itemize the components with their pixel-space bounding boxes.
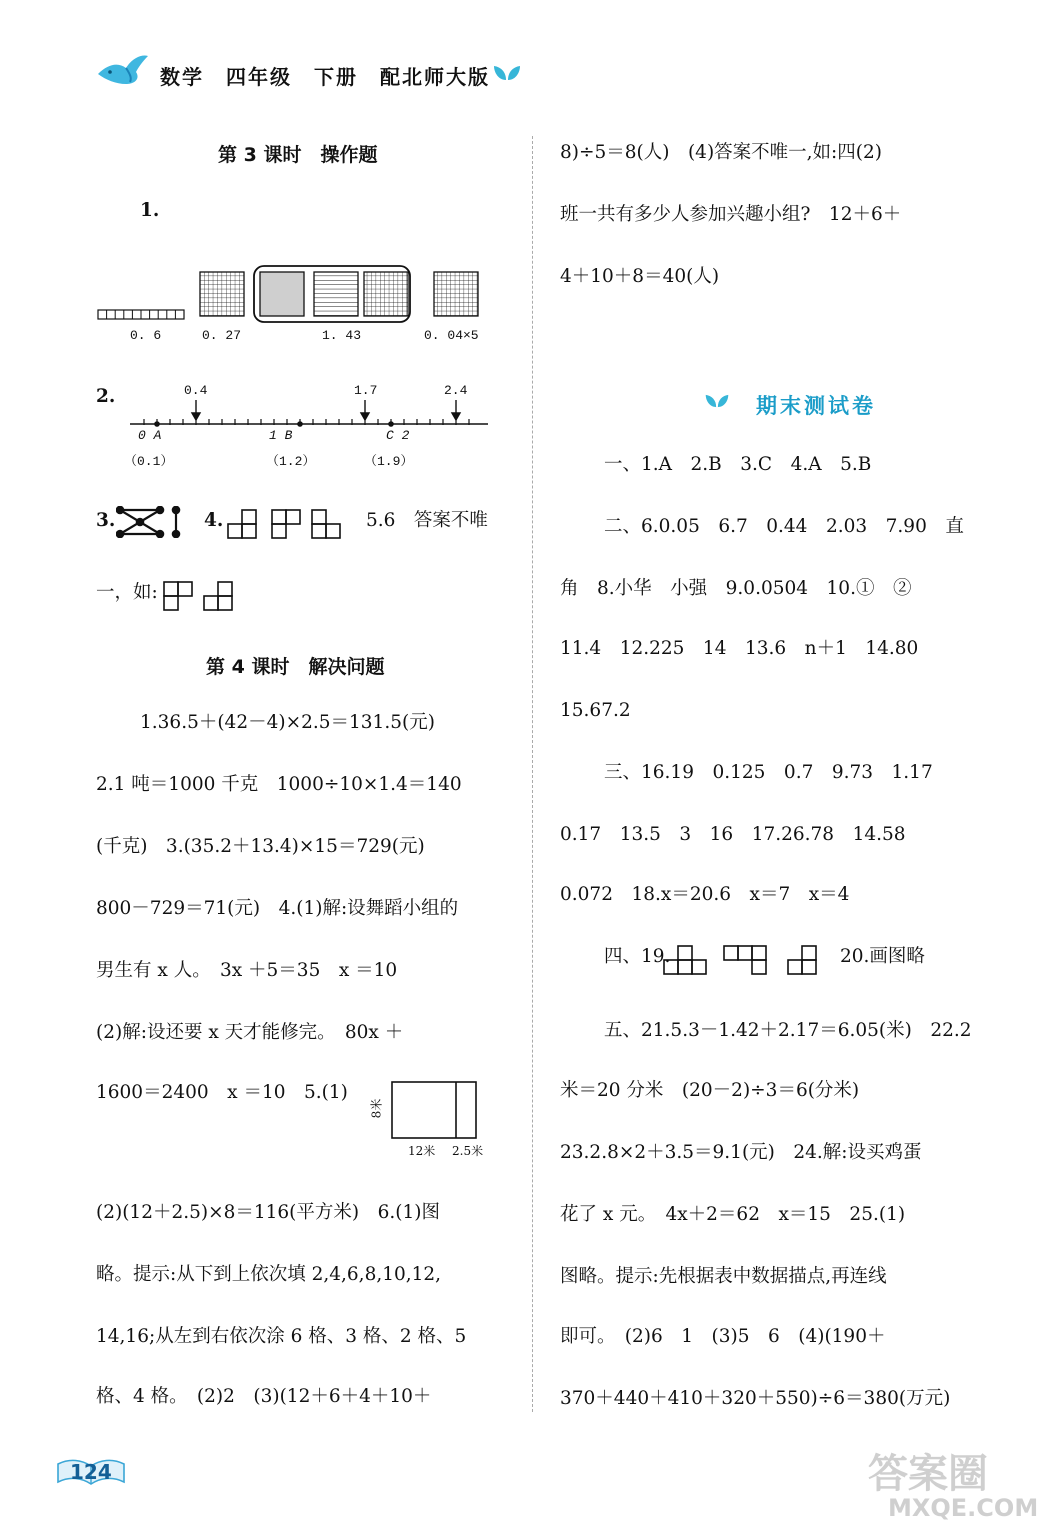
watermark-url: MXQE.COM [888,1494,1039,1522]
answer-line: 4＋10＋8＝40(人) [560,266,720,287]
q5-text: 5.6 答案不唯 [366,510,488,531]
answer-line: 略。提示:从下到上依次填 2,4,6,8,10,12, [96,1264,442,1285]
answer-line: 1600＝2400 x ＝10 5.(1) [96,1082,348,1103]
number-line [126,398,492,430]
answer-line: (2)解:设还要 x 天才能修完。 80x ＋ [96,1022,404,1043]
exam-title: 期末测试卷 [756,394,876,418]
answer-line: 0.17 13.5 3 16 17.26.78 14.58 [560,824,906,845]
strip-figure [98,310,184,319]
lesson3-title: 第 3 课时 操作题 [218,144,378,166]
rect-height-label: 8米 [369,1098,384,1119]
q1-label: 1. [140,200,160,221]
numline-value: （1.9） [364,454,414,469]
answer-line: 班一共有多少人参加兴趣小组? 12＋6＋ [560,204,902,225]
answer-line: 23.2.8×2＋3.5＝9.1(元) 24.解:设买鸡蛋 [560,1142,922,1163]
answer-line: 1.36.5＋(42－4)×2.5＝131.5(元) [140,712,435,733]
fig-label: 0. 6 [130,328,162,343]
cube-views-figure [224,508,350,540]
answer-line: 米＝20 分米 (20－2)÷3＝6(分米) [560,1080,860,1101]
q19-label: 四、19. [604,946,671,967]
answer-line: 15.67.2 [560,700,631,721]
answer-line: 格、4 格。 (2)2 (3)(12＋6＋4＋10＋ [96,1386,432,1407]
answer-line: 0.072 18.x＝20.6 x＝7 x＝4 [560,884,850,905]
rectangle-figure [390,1080,480,1142]
answer-line: 二、6.0.05 6.7 0.44 2.03 7.90 直 [604,516,964,537]
decimal-grid-figures [94,236,494,332]
numline-top-label: 1.7 [354,383,378,398]
numline-point-label: C 2 [386,428,410,443]
answer-line: 2.1 吨＝1000 千克 1000÷10×1.4＝140 [96,774,462,795]
numline-top-label: 0.4 [184,383,208,398]
answer-line: 8)÷5＝8(人) (4)答案不唯一,如:四(2) [560,142,882,163]
grid-figure [200,272,244,316]
bird-logo-icon [96,52,150,88]
answer-line: 角 8.小华 小强 9.0.0504 10.① ② [560,578,912,599]
answer-line: (千克) 3.(35.2＋13.4)×15＝729(元) [96,836,425,857]
answer-line: 14,16;从左到右依次涂 6 格、3 格、2 格、5 [96,1326,467,1347]
q5-example-figure [160,580,240,612]
q20-text: 20.画图略 [840,946,925,967]
answer-line: 800－729＝71(元) 4.(1)解:设舞蹈小组的 [96,898,459,919]
book-title: 数学 四年级 下册 配北师大版 [160,65,490,89]
answer-line: 男生有 x 人。 3x ＋5＝35 x ＝10 [96,960,398,981]
answer-line: 图略。提示:先根据表中数据描点,再连线 [560,1266,887,1287]
q4-label: 4. [204,510,224,531]
leaf-icon [704,392,730,410]
watermark-logo: 答案圈 [868,1451,988,1497]
rect-width-label: 12米 [408,1144,436,1158]
numline-value: （0.1） [124,454,174,469]
answer-line: 11.4 12.225 14 13.6 n＋1 14.80 [560,638,919,659]
answer-line: 370＋440＋410＋320＋550)÷6＝380(万元) [560,1388,951,1409]
rect-width-label: 2.5米 [452,1144,484,1158]
numline-point-label: 1 B [269,428,293,443]
grid-square [364,272,408,316]
fig-label: 0. 04×5 [424,328,479,343]
dot-connection-figure [116,506,186,538]
answer-line: (2)(12＋2.5)×8＝116(平方米) 6.(1)图 [96,1202,440,1223]
answer-line: 五、21.5.3－1.42＋2.17＝6.05(米) 22.2 [604,1020,972,1041]
q19-views-figure [662,942,830,976]
numline-point-label: 0 A [138,428,162,443]
q2-label: 2. [96,386,116,407]
grid-figure [434,272,478,316]
fig-label: 1. 43 [322,328,362,343]
lined-square [314,272,358,316]
q3-label: 3. [96,510,116,531]
leaf-icon [492,64,522,82]
answer-line: 一、1.A 2.B 3.C 4.A 5.B [604,454,872,475]
numline-top-label: 2.4 [444,383,468,398]
answer-line: 花了 x 元。 4x＋2＝62 x＝15 25.(1) [560,1204,906,1225]
fig-label: 0. 27 [202,328,242,343]
answer-line: 三、16.19 0.125 0.7 9.73 1.17 [604,762,933,783]
lesson4-title: 第 4 课时 解决问题 [206,656,385,678]
column-divider [532,136,533,1412]
full-square [260,272,304,316]
numline-value: （1.2） [266,454,316,469]
answer-line: 即可。 (2)6 1 (3)5 6 (4)(190＋ [560,1326,886,1347]
q5-line2: 一，如: [96,582,158,603]
page-number: 124 [70,1460,112,1484]
